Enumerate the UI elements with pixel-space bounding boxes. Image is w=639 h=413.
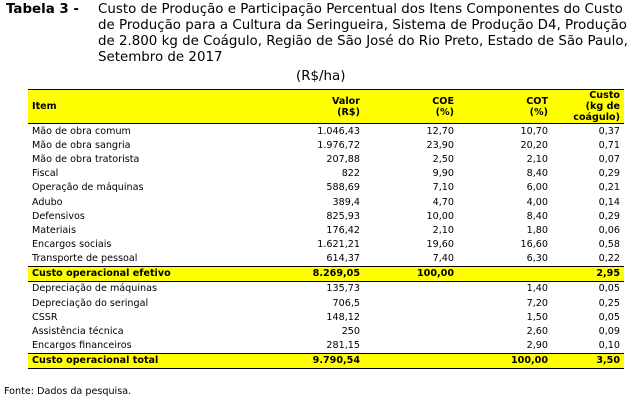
cell-item: Custo operacional efetivo bbox=[28, 266, 254, 281]
cell-coe: 9,90 bbox=[432, 168, 454, 180]
cell-custo: 0,14 bbox=[598, 196, 620, 208]
header-custo: Custo (kg de coágulo) bbox=[552, 90, 624, 124]
table-row bbox=[28, 223, 624, 237]
cell-coe: 100,00 bbox=[364, 266, 458, 281]
cell-item: Mão de obra sangria bbox=[32, 139, 131, 151]
header-coe: COE (%) bbox=[364, 90, 458, 124]
cell-custo: 0,21 bbox=[598, 182, 620, 194]
table-row bbox=[28, 296, 624, 310]
cell-valor: 176,42 bbox=[326, 224, 360, 236]
table-row bbox=[28, 124, 624, 139]
cell-coe: 12,70 bbox=[426, 125, 454, 137]
table-row bbox=[28, 181, 624, 195]
cell-custo: 0,29 bbox=[598, 168, 620, 180]
cell-item: Encargos financeiros bbox=[32, 340, 132, 352]
cell-coe: 19,60 bbox=[426, 239, 454, 251]
cell-custo: 0,07 bbox=[598, 153, 620, 165]
cell-custo: 0,05 bbox=[598, 311, 620, 323]
header-row bbox=[28, 90, 624, 124]
cell-valor: 8.269,05 bbox=[254, 266, 364, 281]
cell-valor: 135,73 bbox=[326, 283, 360, 295]
cell-cot: 2,10 bbox=[526, 153, 548, 165]
cell-cot: 2,60 bbox=[526, 326, 548, 338]
cell-item: Operação de máquinas bbox=[32, 182, 144, 194]
cell-valor: 9.790,54 bbox=[254, 353, 364, 368]
header-valor: Valor (R$) bbox=[254, 90, 364, 124]
cell-coe: 4,70 bbox=[432, 196, 454, 208]
cell-cot: 4,00 bbox=[526, 196, 548, 208]
cell-valor: 389,4 bbox=[332, 196, 360, 208]
cost-table bbox=[28, 89, 624, 369]
cell-coe: 2,50 bbox=[432, 153, 454, 165]
cell-valor: 822 bbox=[341, 168, 360, 180]
cell-coe: 7,10 bbox=[432, 182, 454, 194]
table-row bbox=[28, 339, 624, 354]
table-row bbox=[28, 209, 624, 223]
cell-custo: 2,95 bbox=[552, 266, 624, 281]
cell-valor: 148,12 bbox=[326, 311, 360, 323]
caption-text: Custo de Produção e Participação Percentual dos Itens Componentes do Custo de Produção para a Cultura da Seringueira, Sistema de Produção D4, Produção de 2.800 kg de Coágulo, Região de São José do Rio Preto, Estado de São Paulo, Setembro de 2017 bbox=[98, 2, 628, 65]
cell-item: Assistência técnica bbox=[32, 326, 124, 338]
cell-custo: 0,25 bbox=[598, 297, 620, 309]
cell-valor: 825,93 bbox=[326, 210, 360, 222]
cell-item: Defensivos bbox=[32, 210, 85, 222]
cell-coe: 2,10 bbox=[432, 224, 454, 236]
table-row bbox=[28, 310, 624, 324]
cell-cot: 1,50 bbox=[526, 311, 548, 323]
cell-coe: 23,90 bbox=[426, 139, 454, 151]
caption-label: Tabela 3 - bbox=[6, 2, 79, 17]
cell-cot: 6,00 bbox=[526, 182, 548, 194]
cell-cot: 1,40 bbox=[526, 283, 548, 295]
cell-item: Encargos sociais bbox=[32, 239, 112, 251]
cell-cot: 16,60 bbox=[520, 239, 548, 251]
cell-valor: 281,15 bbox=[326, 340, 360, 352]
table-caption bbox=[6, 2, 634, 66]
cell-coe: 7,40 bbox=[432, 253, 454, 265]
cell-valor: 207,88 bbox=[326, 153, 360, 165]
cell-item: Mão de obra tratorista bbox=[32, 153, 140, 165]
table-row bbox=[28, 281, 624, 296]
cell-cot: 20,20 bbox=[520, 139, 548, 151]
cell-valor: 588,69 bbox=[326, 182, 360, 194]
cell-custo: 0,29 bbox=[598, 210, 620, 222]
header-cot: COT (%) bbox=[458, 90, 552, 124]
cell-custo: 3,50 bbox=[552, 353, 624, 368]
table-row bbox=[28, 167, 624, 181]
table-row bbox=[28, 238, 624, 252]
cell-custo: 0,06 bbox=[598, 224, 620, 236]
cell-item: CSSR bbox=[32, 311, 58, 323]
cell-cot: 10,70 bbox=[520, 125, 548, 137]
total-row bbox=[28, 353, 624, 368]
header-item: Item bbox=[28, 90, 254, 124]
cell-valor: 1.621,21 bbox=[317, 239, 360, 251]
table-row bbox=[28, 138, 624, 152]
cell-valor: 1.976,72 bbox=[317, 139, 360, 151]
cell-valor: 706,5 bbox=[332, 297, 360, 309]
cell-coe: 10,00 bbox=[426, 210, 454, 222]
cell-cot: 100,00 bbox=[458, 353, 552, 368]
cell-custo: 0,10 bbox=[598, 340, 620, 352]
cell-cot: 6,30 bbox=[526, 253, 548, 265]
cell-coe bbox=[364, 339, 458, 354]
cell-valor: 614,37 bbox=[326, 253, 360, 265]
cell-valor: 250 bbox=[341, 326, 360, 338]
table-row bbox=[28, 324, 624, 338]
cell-item: Adubo bbox=[32, 196, 63, 208]
cell-coe bbox=[364, 324, 458, 338]
cell-item: Mão de obra comum bbox=[32, 125, 131, 137]
cell-cot: 2,90 bbox=[526, 340, 548, 352]
cell-coe bbox=[364, 353, 458, 368]
subtotal-row bbox=[28, 266, 624, 281]
source-note: Fonte: Dados da pesquisa. bbox=[4, 386, 132, 397]
cell-custo: 0,05 bbox=[598, 283, 620, 295]
cell-coe bbox=[364, 296, 458, 310]
cell-custo: 0,71 bbox=[598, 139, 620, 151]
table-row bbox=[28, 252, 624, 267]
cell-custo: 0,09 bbox=[598, 326, 620, 338]
cell-cot bbox=[458, 266, 552, 281]
cell-item: Custo operacional total bbox=[28, 353, 254, 368]
cell-coe bbox=[364, 281, 458, 296]
cell-custo: 0,37 bbox=[598, 125, 620, 137]
cell-cot: 8,40 bbox=[526, 210, 548, 222]
cell-custo: 0,58 bbox=[598, 239, 620, 251]
table-row bbox=[28, 195, 624, 209]
unit-label: (R$/ha) bbox=[296, 69, 346, 84]
cell-coe bbox=[364, 310, 458, 324]
cell-valor: 1.046,43 bbox=[317, 125, 360, 137]
cell-cot: 8,40 bbox=[526, 168, 548, 180]
cell-item: Fiscal bbox=[32, 168, 59, 180]
cell-cot: 7,20 bbox=[526, 297, 548, 309]
table-row bbox=[28, 152, 624, 166]
cell-item: Depreciação do seringal bbox=[32, 297, 149, 309]
cell-cot: 1,80 bbox=[526, 224, 548, 236]
cell-item: Depreciação de máquinas bbox=[32, 283, 157, 295]
cell-item: Materiais bbox=[32, 224, 76, 236]
cell-item: Transporte de pessoal bbox=[32, 253, 138, 265]
cell-custo: 0,22 bbox=[598, 253, 620, 265]
